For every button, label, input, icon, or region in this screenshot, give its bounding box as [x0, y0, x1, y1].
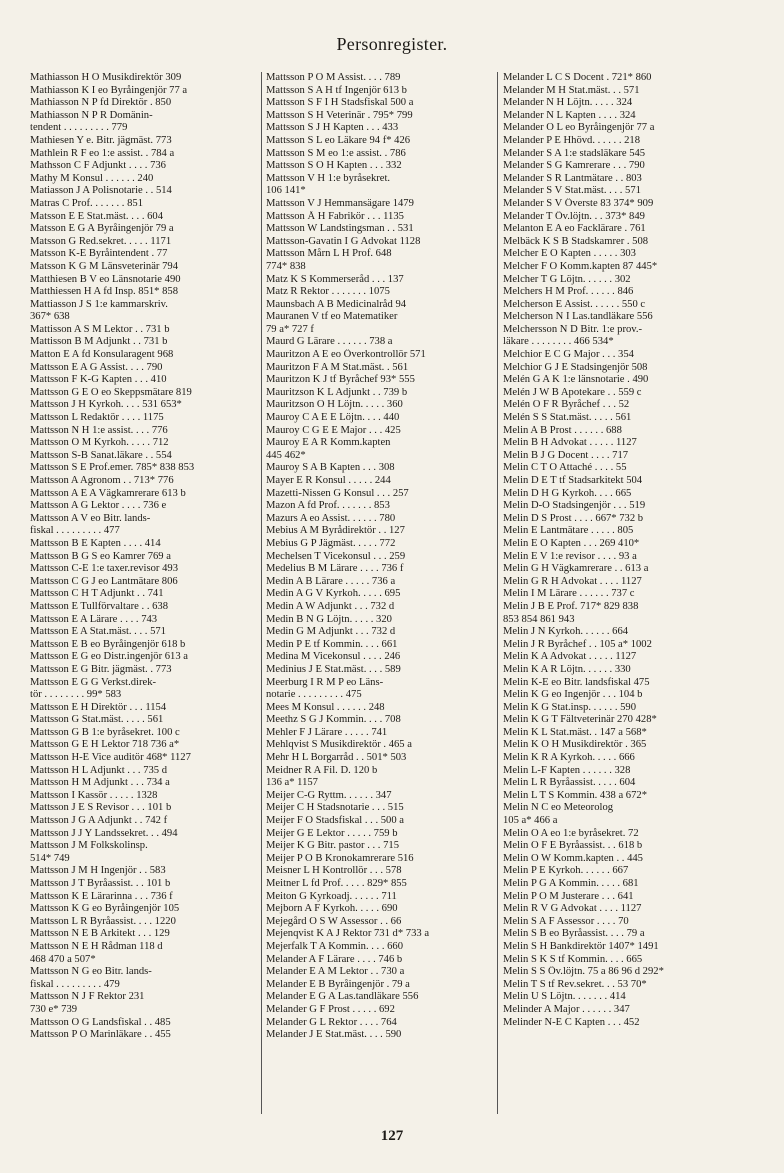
register-entry: Mattsson N E B Arkitekt . . . 129: [30, 928, 170, 940]
register-entry: Melin G R H Advokat . . . . 1127: [503, 575, 642, 587]
register-entry: Mattsson Å H Fabrikör . . . 1135: [266, 210, 404, 222]
register-entry: Mebius A M Byrådirektör . . 127: [266, 525, 405, 537]
register-entry: Mattsson G E H Lektor 718 736 a*: [30, 739, 180, 751]
register-entry: Matthiesen B V eo Länsnotarie 490: [30, 273, 181, 285]
register-entry: Melin K R A Kyrkoh. . . . . 666: [503, 752, 635, 764]
register-entry: Mathiasson K I eo Byråingenjör 77 a: [30, 84, 188, 96]
register-entry: Mattsson J H Kyrkoh. . . . 531 653*: [30, 399, 182, 411]
register-entry: Melin S K S tf Kommin. . . . 665: [503, 953, 643, 965]
register-entry: Matsson K G M Länsveterinär 794: [30, 260, 178, 272]
register-entry: fiskal . . . . . . . . . 477: [30, 525, 120, 537]
register-entry: Mauroy C A E E Löjtn. . . . 440: [266, 412, 400, 424]
register-entry: Mehr H L Borgarråd . . 501* 503: [266, 752, 407, 764]
register-entry: Melin P O M Justerare . . . 641: [503, 890, 634, 902]
register-entry: Mattsson-Gavatin I G Advokat 1128: [266, 235, 421, 247]
register-column-3: [503, 72, 753, 1029]
register-entry: notarie . . . . . . . . . 475: [266, 689, 362, 701]
register-entry: Mauroy E A R Komm.kapten: [266, 437, 391, 449]
register-entry: Mechelsen T Vicekonsul . . . 259: [266, 550, 406, 562]
register-entry: Melén J W B Apotekare . . 559 c: [503, 386, 642, 398]
register-entry: Melin A B Prost . . . . . . 688: [503, 424, 622, 436]
register-entry: Melin E V 1:e revisor . . . . 93 a: [503, 550, 637, 562]
register-entry: Melin D-O Stadsingenjör . . . 519: [503, 500, 646, 512]
register-entry: Melbäck K S B Stadskamrer . 508: [503, 235, 649, 247]
register-entry: Mehlqvist S Musikdirektör . 465 a: [266, 739, 412, 751]
register-entry: Melcherson E Assist. . . . . . 550 c: [503, 298, 646, 310]
register-entry: Mejegård O S W Assessor . . 66: [266, 915, 402, 927]
register-entry: Meidner R A Fil. D. 120 b: [266, 764, 378, 776]
register-entry: Mattsson E A Stat.mäst. . . . 571: [30, 626, 166, 638]
register-entry: Mattsson J J Y Landssekret. . . 494: [30, 827, 178, 839]
register-entry: Melin P G A Kommin. . . . . 681: [503, 878, 639, 889]
register-entry: Melin C T O Attaché . . . . 55: [503, 462, 627, 474]
register-entry: Melin D S Prost . . . . 667* 732 b: [503, 512, 644, 524]
register-entry: Meitner L fd Prof. . . . . 829* 855: [266, 878, 407, 889]
register-entry: Mejborn A F Kyrkoh. . . . . 690: [266, 903, 398, 915]
register-entry: Mattsson L Redaktör . . . . 1175: [30, 412, 164, 424]
register-entry: Mattsson V J Hemmansägare 1479: [266, 197, 414, 209]
register-entry: Mattsson W Landstingsman . . 531: [266, 223, 414, 235]
register-entry: Mattsson A E A Vägkamrerare 613 b: [30, 487, 186, 499]
register-entry: Melander J E Stat.mäst. . . . 590: [266, 1029, 402, 1041]
register-entry: Melin R V G Advokat . . . . 1127: [503, 903, 642, 915]
register-entry: Melcher T G Löjtn. . . . . . 302: [503, 273, 631, 285]
register-entry: Melander E A M Lektor . . 730 a: [266, 966, 405, 978]
register-entry: Melin J B E Prof. 717* 829 838: [503, 600, 639, 612]
register-entry: Melchers H M Prof. . . . . . 846: [503, 286, 634, 298]
register-entry: Mattsson E G Bitr. jägmäst. . 773: [30, 663, 172, 675]
register-entry: Mattsson S L eo Läkare 94 f* 426: [266, 134, 411, 146]
register-entry: Matton E A fd Konsularagent 968: [30, 349, 174, 361]
register-entry: 468 470 a 507*: [30, 953, 96, 965]
register-column-2: [266, 72, 492, 1042]
register-entry: 136 a* 1157: [266, 777, 318, 789]
register-entry: Medinius J E Stat.mäst. . . . 589: [266, 663, 401, 675]
register-entry: Melchior G J E Stadsingenjör 508: [503, 361, 648, 373]
register-entry: Mattsson P O Marinläkare . . 455: [30, 1029, 171, 1041]
register-entry: Melander S V Stat.mäst. . . . 571: [503, 185, 641, 197]
register-entry: Melander A F Lärare . . . . 746 b: [266, 953, 403, 965]
register-entry: Melander G F Prost . . . . . 692: [266, 1003, 395, 1015]
register-entry: Melinder A Major . . . . . . 347: [503, 1003, 630, 1015]
register-entry: Melin K-E eo Bitr. landsfiskal 475: [503, 676, 650, 688]
register-entry: Mehler F J Lärare . . . . . 741: [266, 726, 388, 738]
register-entry: Matras C Prof. . . . . . . 851: [30, 197, 143, 209]
register-entry: Mattsson Mårn L H Prof. 648: [266, 248, 392, 260]
register-entry: Mattsson H-E Vice auditör 468* 1127: [30, 752, 191, 764]
register-entry: Mauranen V tf eo Matematiker: [266, 311, 398, 323]
register-entry: Mathlein R F eo 1:e assist. . 784 a: [30, 147, 175, 159]
register-entry: 367* 638: [30, 311, 70, 323]
register-entry: Melén S S Stat.mäst. . . . . 561: [503, 412, 632, 424]
register-entry: Melinder N-E C Kapten . . . 452: [503, 1016, 640, 1028]
register-entry: 853 854 861 943: [503, 613, 575, 625]
register-entry: 514* 749: [30, 852, 70, 864]
register-entry: Matsson K-E Byråintendent . 77: [30, 248, 168, 260]
register-entry: Matz K S Kommerseråd . . . 137: [266, 273, 404, 285]
register-entry: Matthiessen H A fd Insp. 851* 858: [30, 286, 179, 298]
register-entry: Mathiasson N P fd Direktör . 850: [30, 97, 172, 109]
register-entry: Medin B N G Löjtn. . . . . 320: [266, 613, 392, 625]
register-entry: Mattsson G E O eo Skeppsmätare 819: [30, 386, 192, 398]
register-entry: Melin L R Byråassist. . . . . 604: [503, 777, 636, 789]
register-entry: Maunsbach A B Medicinalråd 94: [266, 298, 407, 310]
register-entry: Mathy M Konsul . . . . . . 240: [30, 172, 154, 184]
register-entry: Meisner L H Kontrollör . . . 578: [266, 865, 402, 877]
register-entry: Mattsson J T Byråassist. . . 101 b: [30, 878, 171, 889]
register-entry: Melin K O H Musikdirektör . 365: [503, 739, 647, 751]
register-entry: Melander S V Överste 83 374* 909: [503, 197, 654, 209]
register-entry: Mauroy C G E E Major . . . 425: [266, 424, 401, 436]
register-entry: Mathiasson H O Musikdirektör 309: [30, 72, 182, 83]
register-entry: Mathiasson N P R Domänin-: [30, 109, 153, 121]
register-entry: Mattsson E G eo Distr.ingenjör 613 a: [30, 651, 189, 663]
register-entry: Melander P E Hhövd. . . . . . 218: [503, 134, 641, 146]
register-entry: Mattsson E H Direktör . . . 1154: [30, 701, 167, 713]
register-entry: Melcher E O Kapten . . . . . 303: [503, 248, 636, 260]
register-entry: Melin P E Kyrkoh. . . . . . 667: [503, 865, 629, 877]
register-entry: Mattsson L R Byråassist. . . . 1220: [30, 915, 176, 927]
register-entry: Mauritzon A E eo Överkontrollör 571: [266, 349, 426, 361]
register-entry: Mathiesen Y e. Bitr. jägmäst. 773: [30, 134, 172, 146]
register-entry: Mattsson B G S eo Kamrer 769 a: [30, 550, 171, 562]
register-entry: Mattsson H L Adjunkt . . . 735 d: [30, 764, 168, 776]
register-entry: Mayer E R Konsul . . . . . 244: [266, 475, 391, 486]
register-entry: Mattsson S F I H Stadsfiskal 500 a: [266, 97, 414, 109]
column-divider: [261, 72, 262, 1114]
register-entry: Matsson E G A Byråingenjör 79 a: [30, 223, 174, 235]
register-entry: Matsson G Red.sekret. . . . . 1171: [30, 235, 172, 247]
register-entry: Mattisson A S M Lektor . . 731 b: [30, 323, 170, 335]
register-entry: Meijer C H Stadsnotarie . . . 515: [266, 802, 404, 814]
register-entry: Mattsson N H 1:e assist. . . . 776: [30, 424, 168, 436]
register-entry: Melander L C S Docent . 721* 860: [503, 72, 652, 83]
register-entry: Melin D E T tf Stadsarkitekt 504: [503, 475, 643, 486]
register-entry: Meijer G E Lektor . . . . . 759 b: [266, 827, 398, 839]
register-entry: Mattsson N J F Rektor 231: [30, 991, 145, 1003]
register-entry: Melander E G A Las.tandläkare 556: [266, 991, 419, 1003]
register-entry: Mattsson C G J eo Lantmätare 806: [30, 575, 178, 587]
register-entry: Mattiasson J S 1:e kammarskriv.: [30, 298, 168, 310]
register-entry: Mattsson S O H Kapten . . . 332: [266, 160, 402, 172]
register-entry: Melin L-F Kapten . . . . . . 328: [503, 764, 631, 776]
register-entry: Melin N C eo Meteorolog: [503, 802, 614, 814]
register-entry: Melin J N Kyrkoh. . . . . . 664: [503, 626, 629, 638]
register-entry: Mattsson E G G Verkst.direk-: [30, 676, 157, 688]
page-title: Personregister.: [336, 34, 448, 54]
register-entry: Meijer F O Stadsfiskal . . . 500 a: [266, 815, 404, 827]
register-entry: Meethz S G J Kommin. . . . 708: [266, 714, 401, 726]
register-entry: Melin B J G Docent . . . . 717: [503, 449, 629, 461]
register-entry: Melander S A 1:e stadsläkare 545: [503, 147, 646, 159]
register-entry: Mattsson A V eo Bitr. lands-: [30, 512, 151, 524]
register-entry: tendent . . . . . . . . . 779: [30, 122, 128, 134]
register-entry: Mattsson E Tullförvaltare . . 638: [30, 600, 169, 612]
register-entry: Mees M Konsul . . . . . . 248: [266, 701, 385, 713]
register-entry: Melin K G Stat.insp. . . . . . 590: [503, 701, 637, 713]
register-entry: Mauritzon F A M Stat.mäst. . 561: [266, 361, 409, 373]
register-entry: Melén G A K 1:e länsnotarie . 490: [503, 374, 649, 386]
register-entry: Melchior E C G Major . . . 354: [503, 349, 634, 361]
register-entry: Melander S R Lantmätare . . 803: [503, 172, 642, 184]
register-entry: Mattsson K G eo Byråingenjör 105: [30, 903, 180, 915]
register-entry: Mattsson E A Lärare . . . . 743: [30, 613, 158, 625]
register-entry: Melin K G eo Ingenjör . . . 104 b: [503, 689, 643, 701]
column-divider: [497, 72, 498, 1114]
register-entry: Mattsson A G Lektor . . . . 736 e: [30, 500, 167, 512]
register-entry: 774* 838: [266, 260, 306, 272]
register-entry: Mattsson F K-G Kapten . . . 410: [30, 374, 167, 386]
register-entry: Mattsson I Kassör . . . . . 1328: [30, 789, 158, 801]
register-entry: Mattisson B M Adjunkt . . 731 b: [30, 336, 168, 348]
register-entry: Melchersson N D Bitr. 1:e prov.-: [503, 323, 643, 335]
register-entry: Matz R Rektor . . . . . . . 1075: [266, 286, 390, 298]
register-entry: Melcherson N I Las.tandläkare 556: [503, 311, 653, 323]
register-entry: Mejerfalk T A Kommin. . . . 660: [266, 940, 404, 952]
register-entry: Melin K G T Fältveterinär 270 428*: [503, 714, 657, 726]
register-entry: Mauritzson K L Adjunkt . . 739 b: [266, 386, 408, 398]
register-entry: Melin K A R Löjtn. . . . . . 330: [503, 663, 631, 675]
register-entry: Medin A B Lärare . . . . . 736 a: [266, 575, 396, 587]
register-entry: Mattsson E B eo Byråingenjör 618 b: [30, 638, 186, 650]
register-entry: Melin S B eo Byråassist. . . . 79 a: [503, 928, 645, 940]
register-entry: Mattsson J M Folkskolinsp.: [30, 840, 148, 852]
register-entry: 730 e* 739: [30, 1003, 78, 1015]
register-entry: Medin A G V Kyrkoh. . . . . 695: [266, 588, 401, 600]
register-entry: Melin B H Advokat . . . . . 1127: [503, 437, 637, 449]
register-entry: Melin O A eo 1:e byråsekret. 72: [503, 827, 639, 839]
register-entry: Mauritzon K J tf Byråchef 93* 555: [266, 374, 415, 386]
register-entry: Mattsson C H T Adjunkt . . 741: [30, 588, 164, 600]
register-entry: Melin E Lantmätare . . . . . 805: [503, 525, 634, 537]
register-entry: Maurd G Lärare . . . . . . 738 a: [266, 336, 393, 348]
page-number: 127: [380, 1128, 404, 1144]
register-entry: Mattsson S A H tf Ingenjör 613 b: [266, 84, 407, 96]
register-entry: Melander M H Stat.mäst. . . 571: [503, 84, 640, 96]
register-entry: Mattsson V H 1:e byråsekret.: [266, 172, 391, 184]
register-entry: 106 141*: [266, 185, 306, 197]
register-entry: tör . . . . . . . . 99* 583: [30, 689, 122, 701]
register-entry: Medelius B M Lärare . . . . 736 f: [266, 563, 404, 575]
register-entry: Medin P E tf Kommin. . . . 661: [266, 638, 398, 650]
register-entry: Mathsson C F Adjunkt . . . . 736: [30, 160, 166, 172]
register-entry: Mattsson E A G Assist. . . . 790: [30, 361, 163, 373]
register-entry: Mattsson J G A Adjunkt . . 742 f: [30, 815, 168, 827]
register-entry: Melanton E A eo Facklärare . 761: [503, 223, 646, 235]
register-entry: 105 a* 466 a: [503, 815, 558, 827]
register-entry: Mattsson G Stat.mäst. . . . . 561: [30, 714, 164, 726]
register-entry: Medin G M Adjunkt . . . 732 d: [266, 626, 396, 638]
register-entry: Mattsson J M H Ingenjör . . 583: [30, 865, 166, 877]
register-entry: Mattsson H M Adjunkt . . . 734 a: [30, 777, 170, 789]
register-entry: Melander N H Löjtn. . . . . 324: [503, 97, 633, 109]
register-entry: Meijer C-G Ryttm. . . . . . 347: [266, 789, 392, 801]
register-entry: Meijer P O B Kronokamrerare 516: [266, 852, 414, 864]
register-entry: Medin A W Adjunkt . . . 732 d: [266, 600, 395, 612]
register-entry: Mattsson S E Prof.emer. 785* 838 853: [30, 462, 195, 474]
register-entry: Melcher F O Komm.kapten 87 445*: [503, 260, 658, 272]
register-entry: Melin D H G Kyrkoh. . . . 665: [503, 487, 632, 499]
register-entry: Mebius G P Jägmäst. . . . . 772: [266, 537, 396, 549]
register-entry: Melander E B Byråingenjör . 79 a: [266, 978, 410, 990]
register-entry: Mauroy S A B Kapten . . . 308: [266, 462, 395, 474]
register-entry: Melin I M Lärare . . . . . . 737 c: [503, 588, 635, 600]
register-entry: Melin J R Byråchef . . 105 a* 1002: [503, 638, 652, 650]
register-entry: Melin S S Öv.löjtn. 75 a 86 96 d 292*: [503, 966, 664, 978]
register-entry: Medina M Vicekonsul . . . . 246: [266, 651, 401, 663]
register-entry: Matiasson J A Polisnotarie . . 514: [30, 185, 172, 197]
register-entry: Mejenqvist K A J Rektor 731 d* 733 a: [266, 928, 430, 940]
register-entry: Mattsson O G Landsfiskal . . 485: [30, 1016, 171, 1028]
register-entry: Meiton G Kyrkoadj. . . . . . 711: [266, 890, 397, 902]
register-entry: Melin K L Stat.mäst. . 147 a 568*: [503, 726, 647, 738]
register-entry: fiskal . . . . . . . . . 479: [30, 978, 120, 990]
register-entry: Mattsson A Agronom . . 713* 776: [30, 475, 174, 486]
register-entry: Melander S G Kamrerare . . . 790: [503, 160, 645, 172]
register-entry: Meerburg I R M P eo Läns-: [266, 676, 384, 688]
register-entry: Melin U S Löjtn. . . . . . . 414: [503, 991, 626, 1003]
register-entry: Melin O F E Byråassist. . . 618 b: [503, 840, 643, 852]
register-entry: Melander N L Kapten . . . . 324: [503, 109, 636, 121]
register-entry: Melin O W Komm.kapten . . 445: [503, 852, 643, 864]
register-entry: Mattsson O M Kyrkoh. . . . . 712: [30, 437, 169, 449]
register-entry: Mazon A fd Prof. . . . . . . 853: [266, 500, 390, 512]
register-entry: Mattsson S-B Sanat.läkare . . 554: [30, 449, 172, 461]
register-entry: Mattsson N G eo Bitr. lands-: [30, 966, 152, 978]
register-entry: Mattsson P O M Assist. . . . 789: [266, 72, 401, 83]
register-entry: Melin T S tf Rev.sekret. . . 53 70*: [503, 978, 647, 990]
register-entry: Matsson E E Stat.mäst. . . . 604: [30, 210, 164, 222]
register-entry: Melander O L eo Byråingenjör 77 a: [503, 122, 655, 134]
register-entry: läkare . . . . . . . . 466 534*: [503, 336, 614, 348]
register-entry: Melander T Öv.löjtn. . . 373* 849: [503, 210, 645, 222]
register-entry: Mattsson C-E 1:e taxer.revisor 493: [30, 563, 178, 575]
register-entry: 79 a* 727 f: [266, 323, 314, 335]
register-entry: Mauritzson O H Löjtn. . . . . 360: [266, 399, 403, 411]
register-entry: Melin S A F Assessor . . . . 70: [503, 915, 629, 927]
register-entry: Mattsson S M eo 1:e assist. . 786: [266, 147, 406, 159]
register-entry: Mattsson B E Kapten . . . . 414: [30, 537, 161, 549]
register-entry: Melin L T S Kommin. 438 a 672*: [503, 789, 647, 801]
register-entry: Melén O F R Byråchef . . . 52: [503, 399, 630, 411]
register-entry: Mattsson S J H Kapten . . . 433: [266, 122, 399, 134]
register-entry: Melander G L Rektor . . . . 764: [266, 1016, 397, 1028]
register-entry: Melin G H Vägkamrerare . . 613 a: [503, 563, 649, 575]
register-entry: Mattsson S H Veterinär . 795* 799: [266, 109, 413, 121]
register-entry: Melin S H Bankdirektör 1407* 1491: [503, 940, 659, 952]
register-entry: Meijer K G Bitr. pastor . . . 715: [266, 840, 399, 852]
register-entry: Mattsson J E S Revisor . . . 101 b: [30, 802, 172, 814]
register-entry: Mattsson K E Lärarinna . . . 736 f: [30, 890, 173, 902]
register-entry: Mazetti-Nissen G Konsul . . . 257: [266, 487, 409, 499]
register-entry: Melin K A Advokat . . . . . 1127: [503, 651, 637, 663]
register-entry: 445 462*: [266, 449, 306, 461]
register-entry: Mazurs A eo Assist. . . . . . 780: [266, 512, 396, 524]
register-entry: Mattsson N E H Rådman 118 d: [30, 940, 163, 952]
register-entry: Melin E O Kapten . . . 269 410*: [503, 537, 640, 549]
register-entry: Mattsson G B 1:e byråsekret. 100 c: [30, 726, 180, 738]
register-column-1: [30, 72, 258, 1042]
